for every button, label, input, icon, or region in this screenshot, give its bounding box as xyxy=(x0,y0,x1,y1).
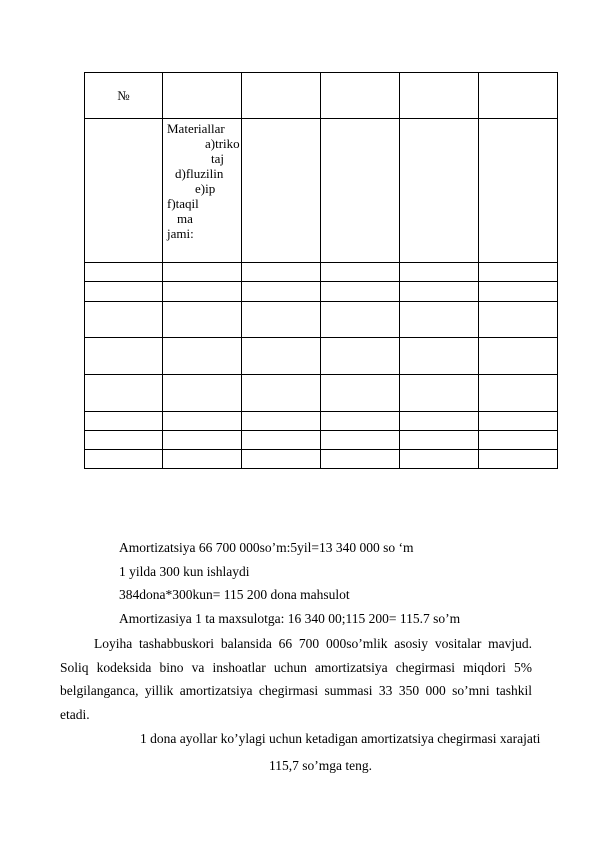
amortization-line: Amortizatsiya 66 700 000so’m:5yil=13 340 000 so ‘m xyxy=(119,540,414,555)
conclusion-line-1: 1 dona ayollar ko’ylagi uchun ketadigan amortizatsiya chegirmasi xarajati xyxy=(140,731,541,746)
unit-amortization-line: Amortizasiya 1 ta maxsulotga: 16 340 00;115 200= 115.7 so’m xyxy=(119,611,461,626)
material-item: taj xyxy=(211,151,224,166)
table-row xyxy=(85,375,558,412)
paragraph-balance: Loyiha tashabbuskori balansida 66 700 000so’mlik asosiy vositalar mavjud. Soliq kodeksida bino va inshoatlar uchun amortizatsiya chegirmasi miqdori 5% belgilanganса, yillik amortizatsiya chegirmasi summasi 33 350 000 so’mni tashkil etadi. xyxy=(60,636,532,722)
table-row xyxy=(85,282,558,302)
material-item: f)taqil xyxy=(167,196,199,211)
materials-label: Materiallar xyxy=(167,121,225,136)
materials-row xyxy=(85,119,558,263)
material-item: ma xyxy=(177,211,193,226)
table-header-row xyxy=(85,73,558,119)
working-days-line: 1 yilda 300 kun ishlaydi xyxy=(119,564,250,579)
materials-cell xyxy=(163,119,242,263)
conclusion-line-2: 115,7 so’mga teng. xyxy=(269,758,372,773)
material-item: e)ip xyxy=(195,181,216,196)
table-row xyxy=(85,263,558,282)
number-header-cell: № xyxy=(85,73,163,119)
table-row xyxy=(85,302,558,338)
table-row xyxy=(85,431,558,450)
production-line: 384dona*300kun= 115 200 dona mahsulot xyxy=(119,587,350,602)
material-item: a)triko xyxy=(205,136,240,151)
total-label: jami: xyxy=(167,226,194,241)
data-table xyxy=(84,72,558,469)
table-row xyxy=(85,338,558,375)
table-row xyxy=(85,450,558,469)
material-item: d)fluzilin xyxy=(175,166,224,181)
table-row xyxy=(85,412,558,431)
